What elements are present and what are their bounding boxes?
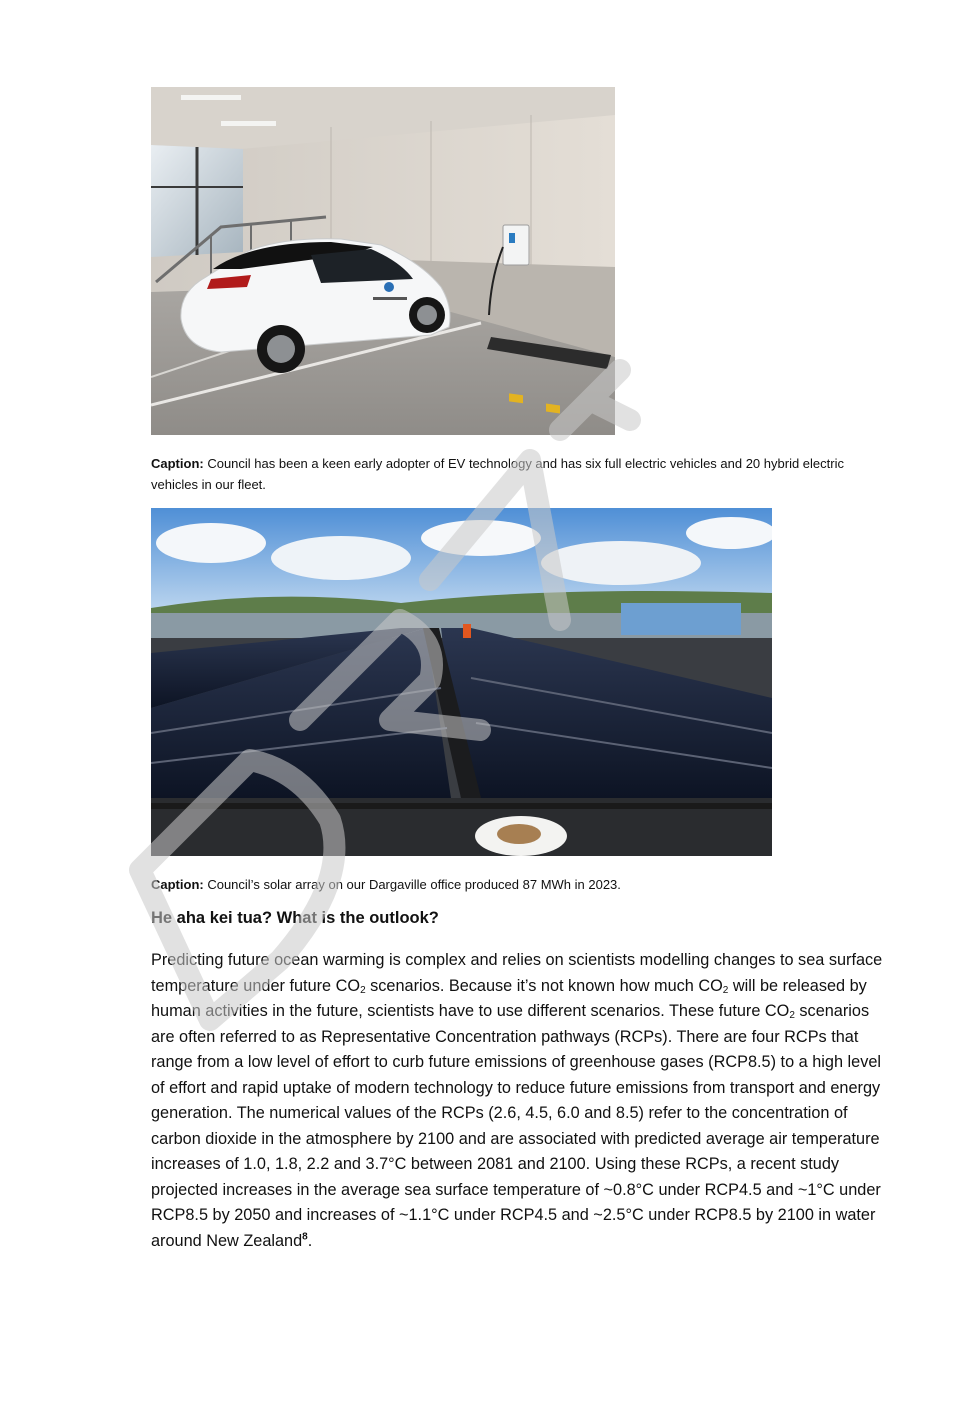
outlook-paragraph xyxy=(151,948,891,1254)
paragraph-end: . xyxy=(307,1231,313,1250)
paragraph-part: scenarios. Because it’s not known how much CO xyxy=(365,976,723,995)
solar-photo-caption xyxy=(151,874,881,895)
paragraph-part: will be released by human activities in the future, scientists have to use different scenarios. These future CO xyxy=(151,976,867,1020)
co2-subscript: 2 xyxy=(360,984,366,996)
solar-array-illustration xyxy=(151,508,772,856)
caption-text: Council has been a keen early adopter of EV technology and has six full electric vehicles and 20 hybrid electric vehicles in our fleet. xyxy=(151,456,844,492)
co2-subscript: 2 xyxy=(789,1010,795,1021)
paragraph-part: scenarios are often referred to as Representative Concentration pathways (RCPs). There are four RCPs that range from a low level of effort to curb future emissions of greenhouse gases (RCP8.5) to a high level of effort and rapid uptake of modern technology to reduce future emissions from transport and energy generation. The numerical values of the RCPs (2.6, 4.5, 6.0 and 8.5) refer to the concentration of carbon dioxide in the atmosphere by 2100 and are associated with predicted average air temperature increases of 1.0, 1.8, 2.2 and 3.7°C between 2081 and 2100. Using these RCPs, a recent study projected increases in the average sea surface temperature of ~0.8°C under RCP4.5 and ~1°C under RCP8.5 by 2050 and increases of ~1.1°C under RCP4.5 and ~2.5°C under RCP8.5 by 2100 in water around New Zealand xyxy=(151,1002,882,1250)
caption-label: Caption: xyxy=(151,456,204,471)
solar-array-photo xyxy=(151,508,772,856)
ev-photo xyxy=(151,87,615,435)
paragraph-part: Predicting future ocean warming is complex and relies on scientists modelling changes to sea surface temperature under future CO xyxy=(151,951,883,995)
ev-photo-caption xyxy=(151,453,881,495)
caption-text: Council’s solar array on our Dargaville office produced 87 MWh in 2023. xyxy=(203,877,621,892)
footnote-reference[interactable]: 8 xyxy=(302,1231,308,1243)
co2-subscript: 2 xyxy=(722,984,729,996)
ev-photo-illustration xyxy=(151,87,615,435)
section-heading: He aha kei tua? What is the outlook? xyxy=(151,909,439,927)
caption-label: Caption: xyxy=(151,877,204,892)
